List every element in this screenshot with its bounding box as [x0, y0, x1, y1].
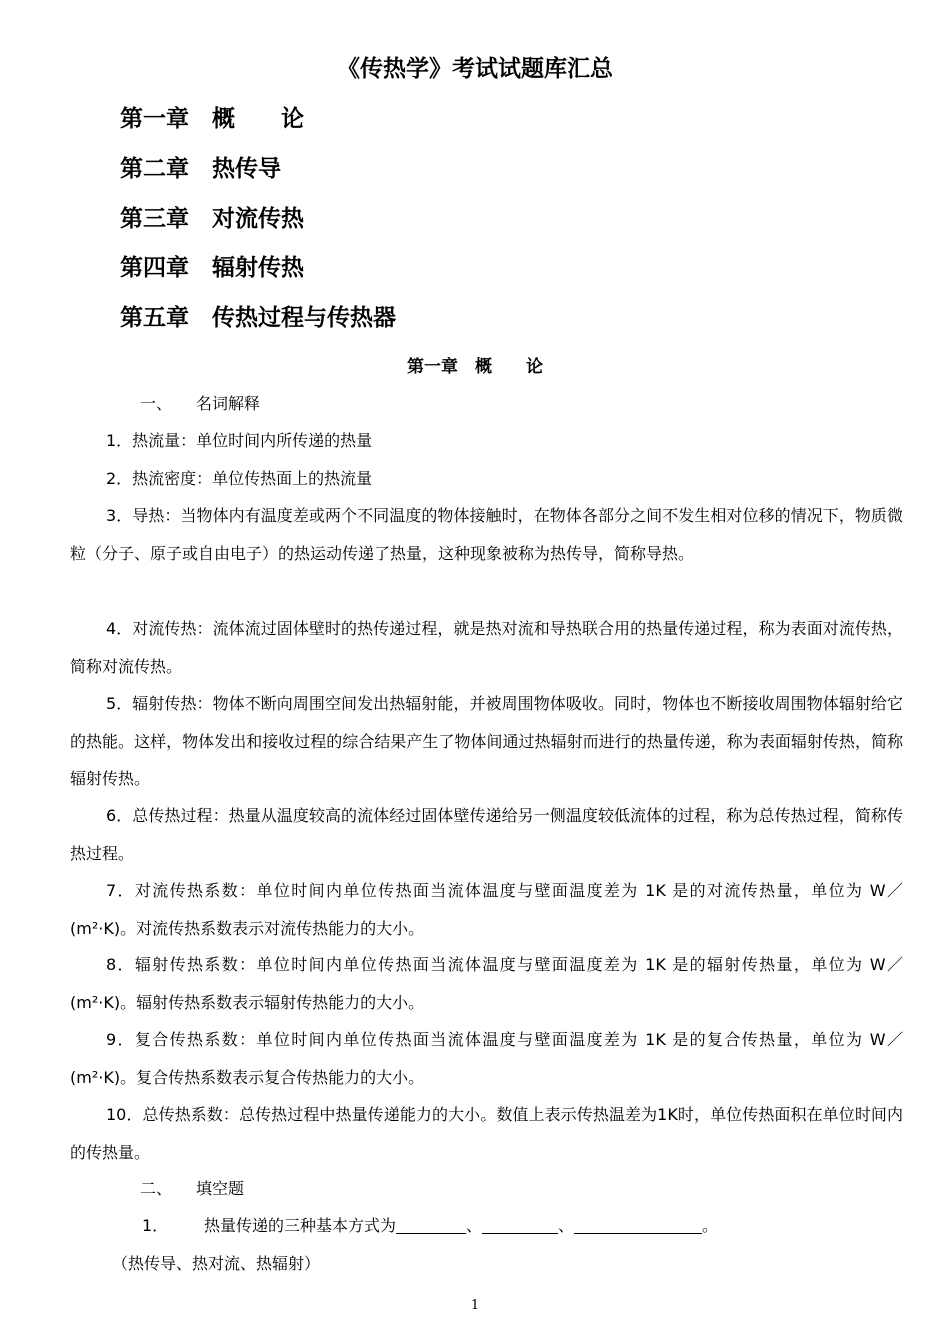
- definition-item: 6．总传热过程：热量从温度较高的流体经过固体壁传递给另一侧温度较低流体的过程，称为总传热过程，简称传热过程。: [70, 806, 903, 863]
- definition-item: 7．对流传热系数：单位时间内单位传热面当流体温度与壁面温度差为 1K 是的对流传热量，单位为 W／(m²·K)。对流传热系数表示对流传热能力的大小。: [70, 881, 903, 938]
- question-answer: （热传导、热对流、热辐射）: [112, 1254, 321, 1273]
- answer-blank: [482, 1215, 558, 1234]
- page-number: 1: [470, 1298, 480, 1313]
- blank-separator: 、: [558, 1216, 575, 1235]
- question-number: 1．: [142, 1216, 169, 1235]
- toc-item-chapter-1: 第一章 概 论: [120, 106, 304, 132]
- definition-item: 5．辐射传热：物体不断向周围空间发出热辐射能，并被周围物体吸收。同时，物体也不断接收周围物体辐射给它的热能。这样，物体发出和接收过程的综合结果产生了物体间通过热辐射而进行的热量传递，称为表面辐射传热，简称辐射传热。: [70, 694, 903, 788]
- question-end: 。: [702, 1216, 719, 1235]
- answer-blank: [396, 1215, 466, 1234]
- toc-item-chapter-3: 第三章 对流传热: [120, 206, 304, 232]
- definition-item: 4．对流传热：流体流过固体壁时的热传递过程，就是热对流和导热联合用的热量传递过程，称为表面对流传热，简称对流传热。: [70, 619, 903, 676]
- section-heading-fill-in: 二、 填空题: [140, 1179, 245, 1198]
- definition-item: 1．热流量：单位时间内所传递的热量: [106, 431, 373, 450]
- blank-separator: 、: [466, 1216, 483, 1235]
- toc-item-chapter-2: 第二章 热传导: [120, 156, 281, 182]
- fill-question: [142, 1212, 718, 1240]
- question-text: 热量传递的三种基本方式为: [204, 1216, 397, 1235]
- definition-item: 2．热流密度：单位传热面上的热流量: [106, 469, 373, 488]
- definition-item: 8．辐射传热系数：单位时间内单位传热面当流体温度与壁面温度差为 1K 是的辐射传热量，单位为 W／(m²·K)。辐射传热系数表示辐射传热能力的大小。: [70, 955, 903, 1012]
- toc-item-chapter-5: 第五章 传热过程与传热器: [120, 305, 396, 331]
- definition-item: 10．总传热系数：总传热过程中热量传递能力的大小。数值上表示传热温差为1K时，单位传热面积在单位时间内的传热量。: [70, 1105, 903, 1162]
- definition-item: 9．复合传热系数：单位时间内单位传热面当流体温度与壁面温度差为 1K 是的复合传热量，单位为 W／(m²·K)。复合传热系数表示复合传热能力的大小。: [70, 1030, 903, 1087]
- document-title: 《传热学》考试试题库汇总: [337, 56, 613, 82]
- answer-blank: [574, 1215, 702, 1234]
- section-heading-definitions: 一、 名词解释: [140, 394, 261, 413]
- definition-item: 3．导热：当物体内有温度差或两个不同温度的物体接触时，在物体各部分之间不发生相对位移的情况下，物质微粒（分子、原子或自由电子）的热运动传递了热量，这种现象被称为热传导，简称导热。: [70, 506, 903, 563]
- toc-item-chapter-4: 第四章 辐射传热: [120, 255, 304, 281]
- chapter-heading: 第一章 概 论: [407, 357, 543, 377]
